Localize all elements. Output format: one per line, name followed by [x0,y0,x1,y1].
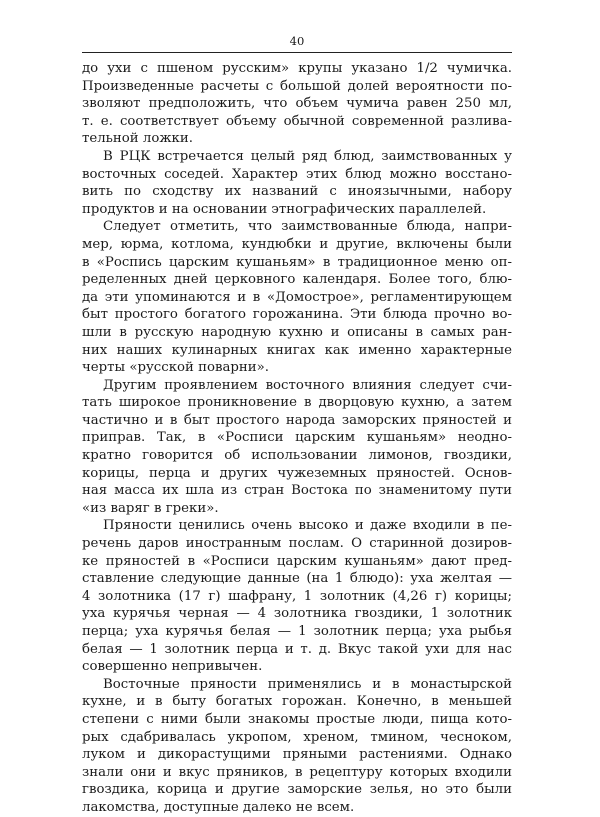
paragraph [82,676,512,817]
text-line: знали они и вкус пряников, в рецептуру которых входили [82,764,512,780]
text-line: в «Роспись царским кушаньям» в традиционное меню оп- [82,254,512,270]
text-line: уха курячья черная — 4 золотника гвоздики, 1 золотник [82,606,512,622]
text-line: тельной ложки. [82,131,193,147]
text-line: продуктов и на основании этнографических параллелей. [82,201,487,217]
text-line: рых сдабривалась укропом, хреном, тмином, чесноком, [82,729,512,745]
text-line: В РЦК встречается целый ряд блюд, заимствованных у [103,148,512,164]
text-line: тать широкое проникновение в дворцовую кухню, а затем [82,395,512,411]
text-line: 4 золотника (17 г) шафрану, 1 золотник (4,26 г) корицы; [82,588,512,604]
text-line: Пряности ценились очень высоко и даже входили в пе- [103,518,512,534]
text-line: мер, юрма, котлома, кундюбки и другие, включены были [82,236,512,252]
text-line: ке пряностей в «Росписи царским кушаньям» дают пред- [82,553,512,569]
text-line: Другим проявлением восточного влияния следует счи- [103,377,512,393]
paragraph [82,60,512,148]
text-line: кратно говорится об использовании лимонов, гвоздики, [82,448,512,464]
text-line: лакомства, доступные далеко не всем. [82,799,355,815]
page-header [82,30,512,53]
text-line: кухне, и в быту богатых горожан. Конечно, в меньшей [82,694,512,710]
text-line: луком и дикорастущими пряными растениями. Однако [82,747,512,763]
text-line: степени с ними были знакомы простые люди, пища кото- [82,711,512,727]
paragraph [82,517,512,675]
text-line: них наших кулинарных книгах как именно характерные [82,342,512,358]
paragraph [82,148,512,218]
text-line: восточных соседей. Характер этих блюд можно восстано- [82,166,512,182]
text-line: частично и в быт простого народа заморских пряностей и [82,412,512,428]
text-line: корицы, перца и других чужеземных пряностей. Основ- [82,465,512,481]
text-line: Произведенные расчеты с большой долей вероятности по- [82,78,512,94]
text-line: зволяют предположить, что объем чумича равен 250 мл, [82,96,512,112]
paragraph [82,218,512,376]
text-line: белая — 1 золотник перца и т. д. Вкус такой ухи для нас [82,641,512,657]
text-line: ределенных дней церковного календаря. Более того, блю- [82,272,512,288]
text-line: ставление следующие данные (на 1 блюдо): уха желтая — [82,571,512,587]
text-line: т. е. соответствует объему обычной современной разлива- [82,113,512,129]
text-line: Восточные пряности применялись и в монастырской [103,676,512,692]
body-text [82,60,512,817]
text-line: до ухи с пшеном русским» крупы указано 1/2 чумичка. [82,61,512,76]
text-line: быт простого богатого горожанина. Эти блюда прочно во- [82,307,512,323]
text-line: совершенно непривычен. [82,659,263,675]
text-line: да эти упоминаются и в «Домострое», регламентирующем [82,289,512,305]
text-line: Следует отметить, что заимствованные блюда, напри- [103,219,512,235]
text-line: гвоздика, корица и другие заморские зелья, но это были [82,782,512,798]
text-line: приправ. Так, в «Росписи царским кушаньям» неодно- [82,430,512,446]
text-line: «из варяг в греки». [82,500,219,516]
text-line: ная масса их шла из стран Востока по знаменитому пути [82,483,512,499]
paragraph [82,377,512,518]
page-number: 40 [289,34,305,48]
text-line: перца; уха курячья белая — 1 золотник перца; уха рыбья [82,624,512,639]
text-line: шли в русскую народную кухню и описаны в самых ран- [82,324,512,340]
text-line: речень даров иностранным послам. О старинной дозиров- [82,536,512,552]
text-line: черты «русской поварни». [82,360,269,376]
text-line: вить по сходству их названий с иноязычными, набору [82,184,512,200]
